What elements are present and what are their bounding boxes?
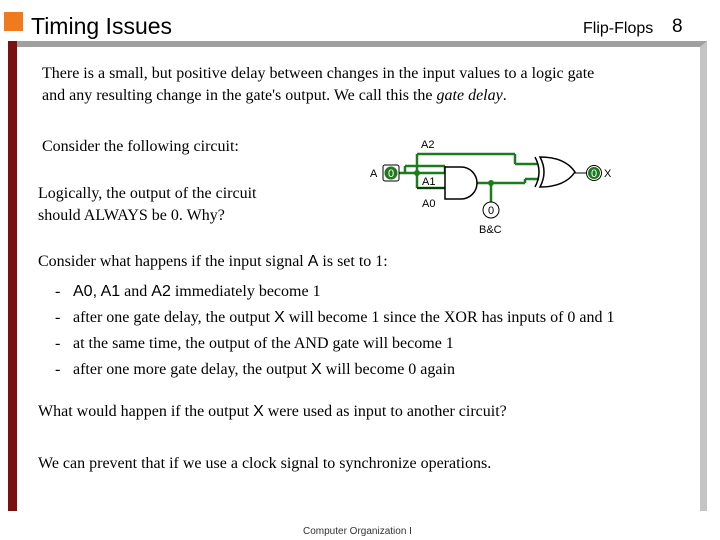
prevent-text: We can prevent that if we use a clock signal to synchronize operations.: [38, 455, 492, 472]
footer-text: Computer Organization I: [303, 526, 412, 537]
junction-node-a: [414, 170, 420, 176]
page-number: 8: [672, 16, 683, 37]
label-bc: B&C: [479, 224, 502, 236]
label-a1: A1: [422, 176, 436, 188]
bullet-item-4: - after one more gate delay, the output X will become 0 again: [52, 357, 615, 383]
label-a0: A0: [422, 198, 436, 210]
consider-circuit-text: Consider the following circuit:: [42, 138, 239, 155]
and-gate: [445, 167, 477, 199]
content-panel: [17, 41, 707, 511]
intro-line-2: and any resulting change in the gate's output. We call this the gate delay.: [42, 87, 507, 104]
bc-value: 0: [487, 205, 495, 217]
section-label: Flip-Flops: [583, 20, 654, 37]
question-text: What would happen if the output X were used as input to another circuit?: [38, 403, 507, 420]
label-x: X: [604, 168, 612, 180]
intro-line-1: There is a small, but positive delay between changes in the input values to a logic gate: [42, 65, 595, 82]
logically-line-1: Logically, the output of the circuit: [38, 185, 257, 202]
xor-gate: [540, 157, 575, 187]
bullet-item-3: - at the same time, the output of the AND gate will become 1: [52, 331, 615, 357]
signal-a-code: A: [307, 253, 319, 270]
logically-line-2: should ALWAYS be 0. Why?: [38, 207, 225, 224]
title-accent-square: [4, 12, 23, 31]
left-accent-bar: [8, 41, 17, 511]
label-a2: A2: [421, 139, 435, 151]
consider-signal-text: Consider what happens if the input signal A is set to 1:: [38, 253, 388, 270]
junction-node-bc: [488, 180, 494, 186]
bullet-item-1: - A0, A1 and A2 immediately become 1: [52, 279, 615, 305]
output-x-value: 0: [590, 168, 598, 180]
input-a-value: 0: [387, 168, 395, 180]
question-x-code: X: [253, 403, 264, 420]
gate-delay-term: gate delay: [436, 87, 503, 104]
circuit-diagram: [365, 131, 616, 239]
xor-gate-back-curve: [535, 157, 539, 187]
label-a: A: [370, 168, 378, 180]
bullet-item-2: - after one gate delay, the output X will become 1 since the XOR has inputs of 0 and 1: [52, 305, 615, 331]
bullet-list: [52, 279, 615, 383]
slide-title: Timing Issues: [31, 13, 173, 39]
circuit-svg: [365, 131, 616, 239]
